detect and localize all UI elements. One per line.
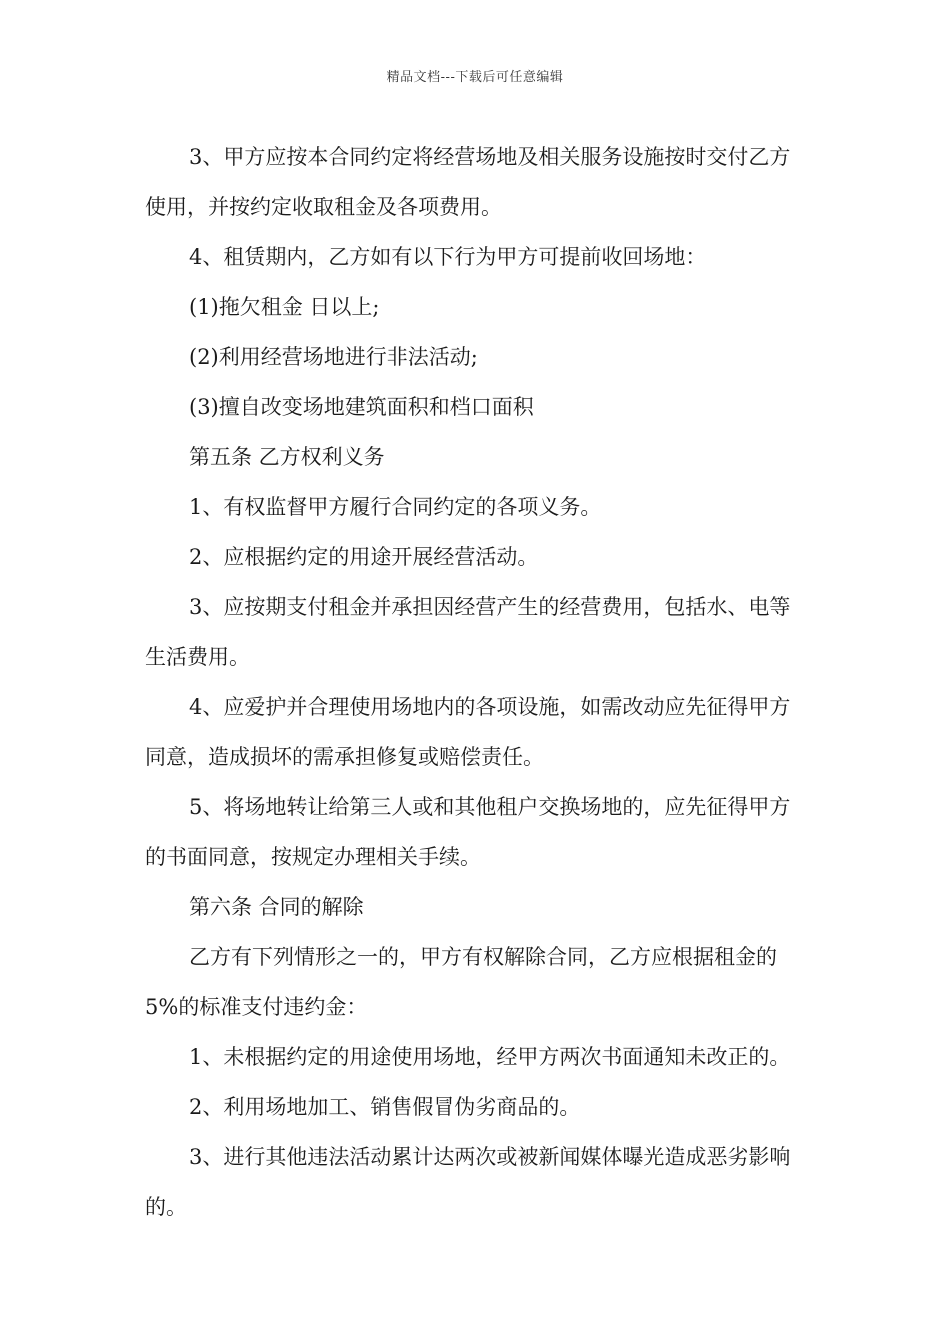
page-header: 精品文档---下载后可任意编辑 <box>386 70 564 85</box>
section-heading-article-6: 第六条 合同的解除 <box>189 895 364 919</box>
article-6-intro: 乙方有下列情形之一的，甲方有权解除合同，乙方应根据租金的 5%的标准支付违约金： <box>145 945 777 1019</box>
clause-4-early-recovery: 4、租赁期内，乙方如有以下行为甲方可提前收回场地： <box>189 245 707 269</box>
clause-3-party-a-delivery: 3、甲方应按本合同约定将经营场地及相关服务设施按时交付乙方使用，并按约定收取租金及各项费用。 <box>145 145 791 219</box>
article-5-item-3: 3、应按期支付租金并承担因经营产生的经营费用，包括水、电等生活费用。 <box>145 595 791 669</box>
document-body <box>145 132 810 1232</box>
section-heading-article-5: 第五条 乙方权利义务 <box>189 445 385 469</box>
list-item-3-area-change: (3)擅自改变场地建筑面积和档口面积 <box>189 395 534 419</box>
article-5-item-1: 1、有权监督甲方履行合同约定的各项义务。 <box>189 495 602 519</box>
list-item-1-rent-arrears: (1)拖欠租金 日以上; <box>189 295 380 319</box>
article-5-item-4: 4、应爱护并合理使用场地内的各项设施，如需改动应先征得甲方同意，造成损坏的需承担修复或赔偿责任。 <box>145 695 791 769</box>
article-6-item-1: 1、未根据约定的用途使用场地，经甲方两次书面通知未改正的。 <box>189 1045 791 1069</box>
article-6-item-2: 2、利用场地加工、销售假冒伪劣商品的。 <box>189 1095 581 1119</box>
article-5-item-5: 5、将场地转让给第三人或和其他租户交换场地的，应先征得甲方的书面同意，按规定办理相关手续。 <box>145 795 791 869</box>
article-5-item-2: 2、应根据约定的用途开展经营活动。 <box>189 545 539 569</box>
list-item-2-illegal-activity: (2)利用经营场地进行非法活动; <box>189 345 478 369</box>
article-6-item-3: 3、进行其他违法活动累计达两次或被新闻媒体曝光造成恶劣影响的。 <box>145 1145 791 1219</box>
